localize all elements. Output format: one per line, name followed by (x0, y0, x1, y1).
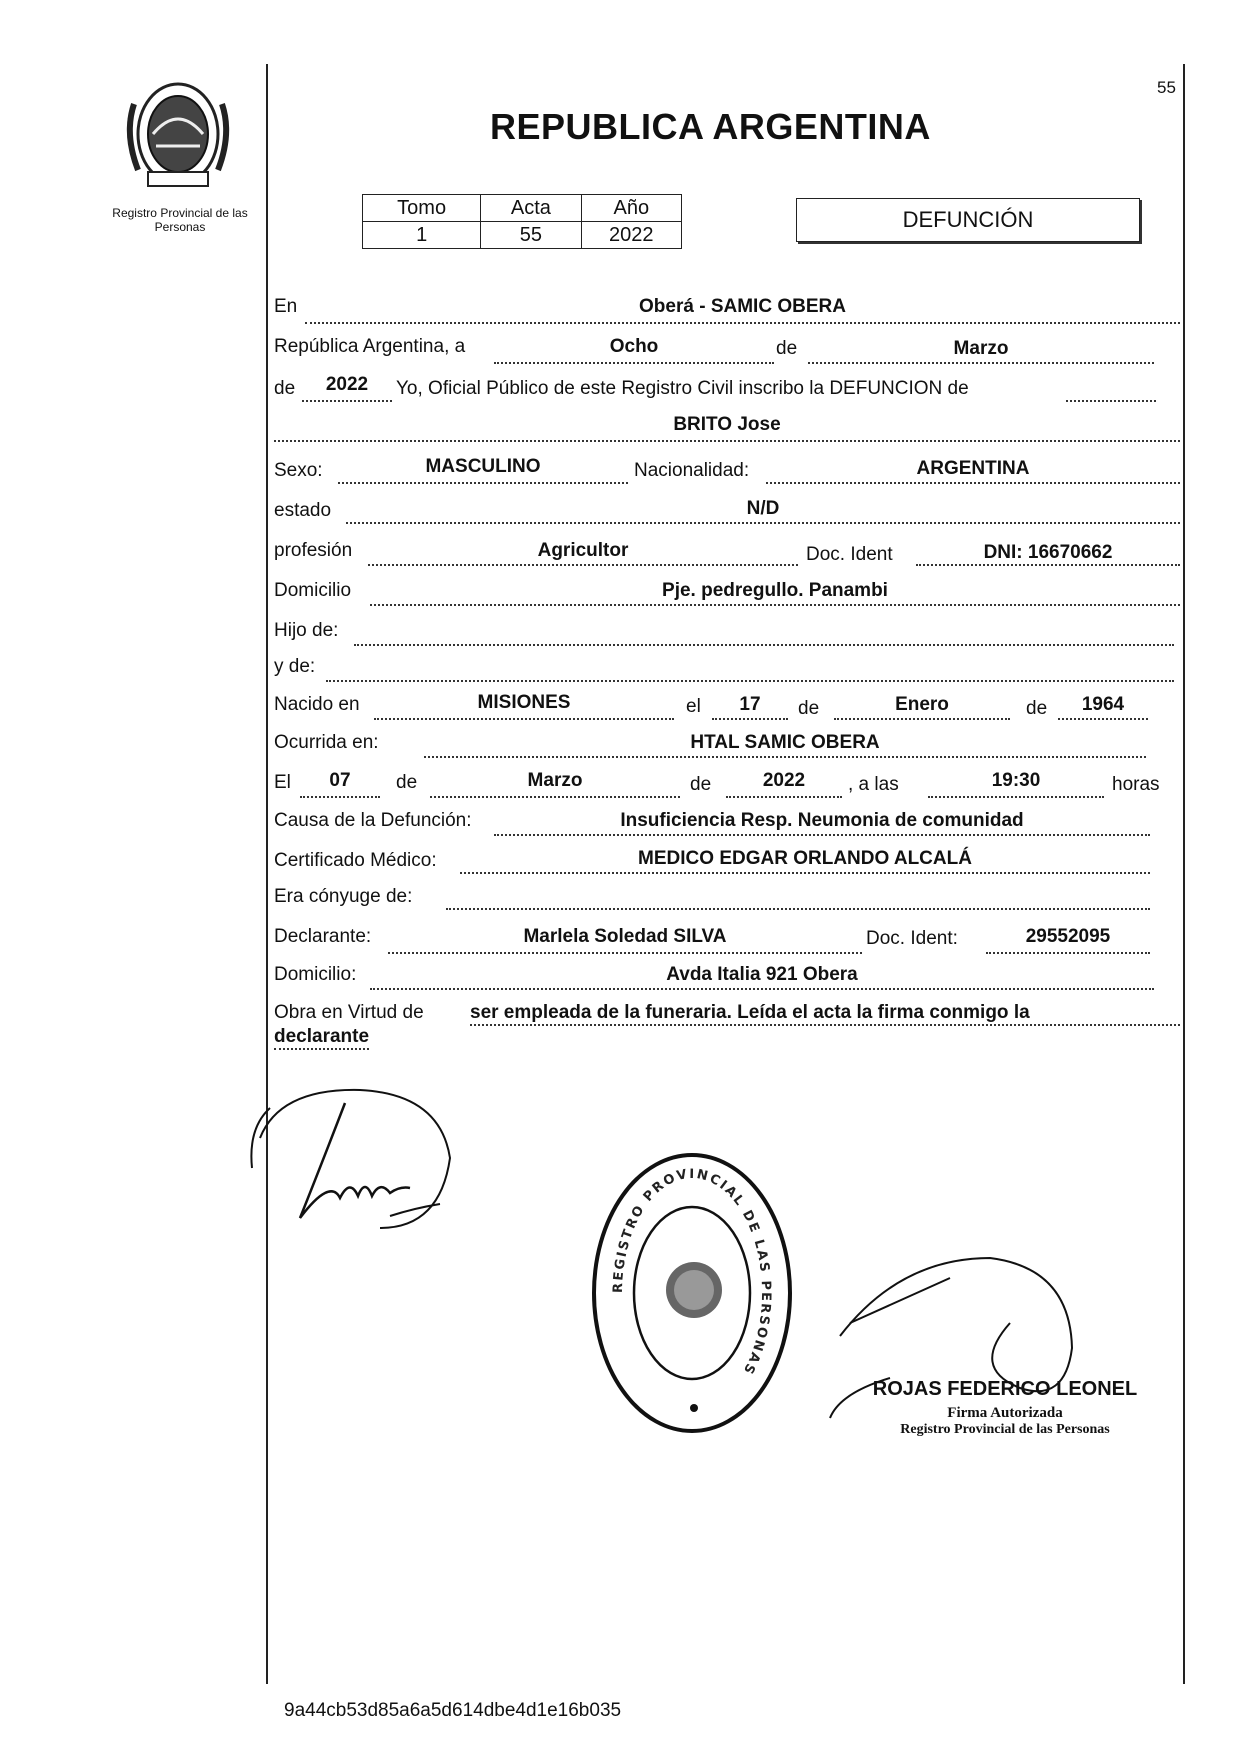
registry-header-acta: Acta (481, 195, 581, 222)
label-doc-ident: Doc. Ident (806, 544, 893, 565)
label-doc-ident2: Doc. Ident: (866, 928, 958, 949)
label-el: el (686, 696, 701, 717)
signature-name: ROJAS FEDERICO LEONEL (872, 1378, 1138, 1400)
record-type-label: DEFUNCIÓN (902, 207, 1034, 232)
value-dni: DNI: 16670662 (983, 542, 1113, 563)
label-domicilio2: Domicilio: (274, 964, 357, 985)
value-certificado: MEDICO EDGAR ORLANDO ALCALÁ (638, 848, 972, 869)
label-yo: Yo, Oficial Público de este Registro Civil inscribo la DEFUNCION de (396, 378, 969, 399)
label-nacido-en: Nacido en (274, 694, 360, 715)
value-declarante-domicilio: Avda Italia 921 Obera (666, 964, 858, 985)
dotted-line (460, 872, 1150, 874)
registry-header-anio: Año (581, 195, 681, 222)
declarant-signature (240, 1078, 470, 1258)
record-type-box (796, 198, 1140, 242)
value-domicilio: Pje. pedregullo. Panambi (662, 580, 888, 601)
value-ocurrida-en: HTAL SAMIC OBERA (690, 732, 880, 753)
dotted-line (388, 952, 862, 954)
label-hijo-de: Hijo de: (274, 620, 339, 641)
dotted-line (354, 644, 1174, 646)
right-margin-line (1183, 64, 1185, 1684)
value-declarante-doc: 29552095 (1025, 926, 1111, 947)
dotted-line (370, 604, 1180, 606)
value-mes: Marzo (953, 338, 1009, 359)
dotted-line (808, 362, 1154, 364)
label-profesion: profesión (274, 540, 353, 561)
value-def-anio: 2022 (762, 770, 806, 791)
label-nacionalidad: Nacionalidad: (634, 460, 750, 481)
value-def-hora: 19:30 (991, 770, 1041, 791)
dotted-line (300, 796, 380, 798)
registry-value-acta: 55 (481, 222, 581, 249)
page-title: REPUBLICA ARGENTINA (490, 106, 931, 147)
label-y-de: y de: (274, 656, 316, 677)
signature-block (840, 1378, 1170, 1438)
value-obra-1: ser empleada de la funeraria. Leída el acta la firma conmigo la (470, 1002, 1180, 1026)
value-nac-anio: 1964 (1081, 694, 1125, 715)
value-nacionalidad: ARGENTINA (916, 458, 1030, 479)
dotted-line (726, 796, 842, 798)
value-anio: 2022 (325, 374, 369, 395)
official-stamp (582, 1148, 802, 1438)
dotted-line (424, 756, 1146, 758)
label-de2: de (274, 378, 296, 399)
dotted-line (1066, 400, 1156, 402)
value-dia-letras: Ocho (609, 336, 659, 357)
dotted-line (274, 440, 1180, 442)
label-declarante: Declarante: (274, 926, 372, 947)
footer-hash: 9a44cb53d85a6a5d614dbe4d1e16b035 (284, 1700, 622, 1721)
dotted-line (928, 796, 1104, 798)
dotted-line (305, 322, 1180, 324)
signature-org: Registro Provincial de las Personas (900, 1422, 1110, 1437)
dotted-line (346, 522, 1180, 524)
label-el-cap: El (274, 772, 291, 793)
dotted-line (302, 400, 392, 402)
value-nacido-en: MISIONES (477, 692, 571, 713)
label-a-las: , a las (848, 774, 899, 795)
left-margin-line (266, 64, 268, 1684)
dotted-line (430, 796, 680, 798)
dotted-line (494, 834, 1150, 836)
label-conyuge: Era cónyuge de: (274, 886, 413, 907)
page-number: 55 (1157, 78, 1176, 97)
label-horas: horas (1112, 774, 1160, 795)
label-domicilio: Domicilio (274, 580, 352, 601)
registry-value-tomo: 1 (363, 222, 481, 249)
label-causa: Causa de la Defunción: (274, 810, 472, 831)
signature-role: Firma Autorizada (947, 1405, 1063, 1421)
value-obra-2: declarante (274, 1026, 369, 1050)
value-causa: Insuficiencia Resp. Neumonia de comunidad (620, 810, 1024, 831)
dotted-line (766, 482, 1180, 484)
label-estado: estado (274, 500, 332, 521)
label-ocurrida-en: Ocurrida en: (274, 732, 379, 753)
label-en: En (274, 296, 298, 317)
dotted-line (368, 564, 798, 566)
value-def-dia: 07 (329, 770, 351, 791)
registry-table (362, 194, 682, 249)
dotted-line (1058, 718, 1148, 720)
value-estado: N/D (746, 498, 780, 519)
stamp-text: REGISTRO PROVINCIAL DE LAS PERSONAS (610, 1166, 774, 1378)
dotted-line (712, 718, 788, 720)
registry-value-anio: 2022 (581, 222, 681, 249)
value-nombre: BRITO Jose (673, 414, 781, 435)
dotted-line (834, 718, 1010, 720)
value-lugar: Oberá - SAMIC OBERA (639, 296, 846, 317)
label-de-anio: de (1026, 698, 1048, 719)
value-sexo: MASCULINO (425, 456, 541, 477)
label-republica: República Argentina, a (274, 336, 466, 357)
value-profesion: Agricultor (537, 540, 629, 561)
value-declarante: Marlela Soledad SILVA (523, 926, 727, 947)
dotted-line (446, 908, 1150, 910)
label-de: de (776, 338, 798, 359)
label-de-b: de (690, 774, 712, 795)
label-de-mes: de (798, 698, 820, 719)
label-certificado: Certificado Médico: (274, 850, 437, 871)
dotted-line (986, 952, 1150, 954)
dotted-line (326, 680, 1174, 682)
dotted-line (494, 362, 774, 364)
registry-header-tomo: Tomo (363, 195, 481, 222)
value-def-mes: Marzo (527, 770, 583, 791)
dotted-line (338, 482, 628, 484)
misiones-crest-logo (118, 74, 238, 192)
label-sexo: Sexo: (274, 460, 323, 481)
dotted-line (370, 988, 1154, 990)
dotted-line (916, 564, 1180, 566)
logo-caption: Registro Provincial de las Personas (112, 206, 248, 234)
value-nac-mes: Enero (895, 694, 949, 715)
label-obra: Obra en Virtud de (274, 1002, 424, 1023)
label-de-a: de (396, 772, 418, 793)
value-nac-dia: 17 (739, 694, 761, 715)
dotted-line (374, 718, 674, 720)
